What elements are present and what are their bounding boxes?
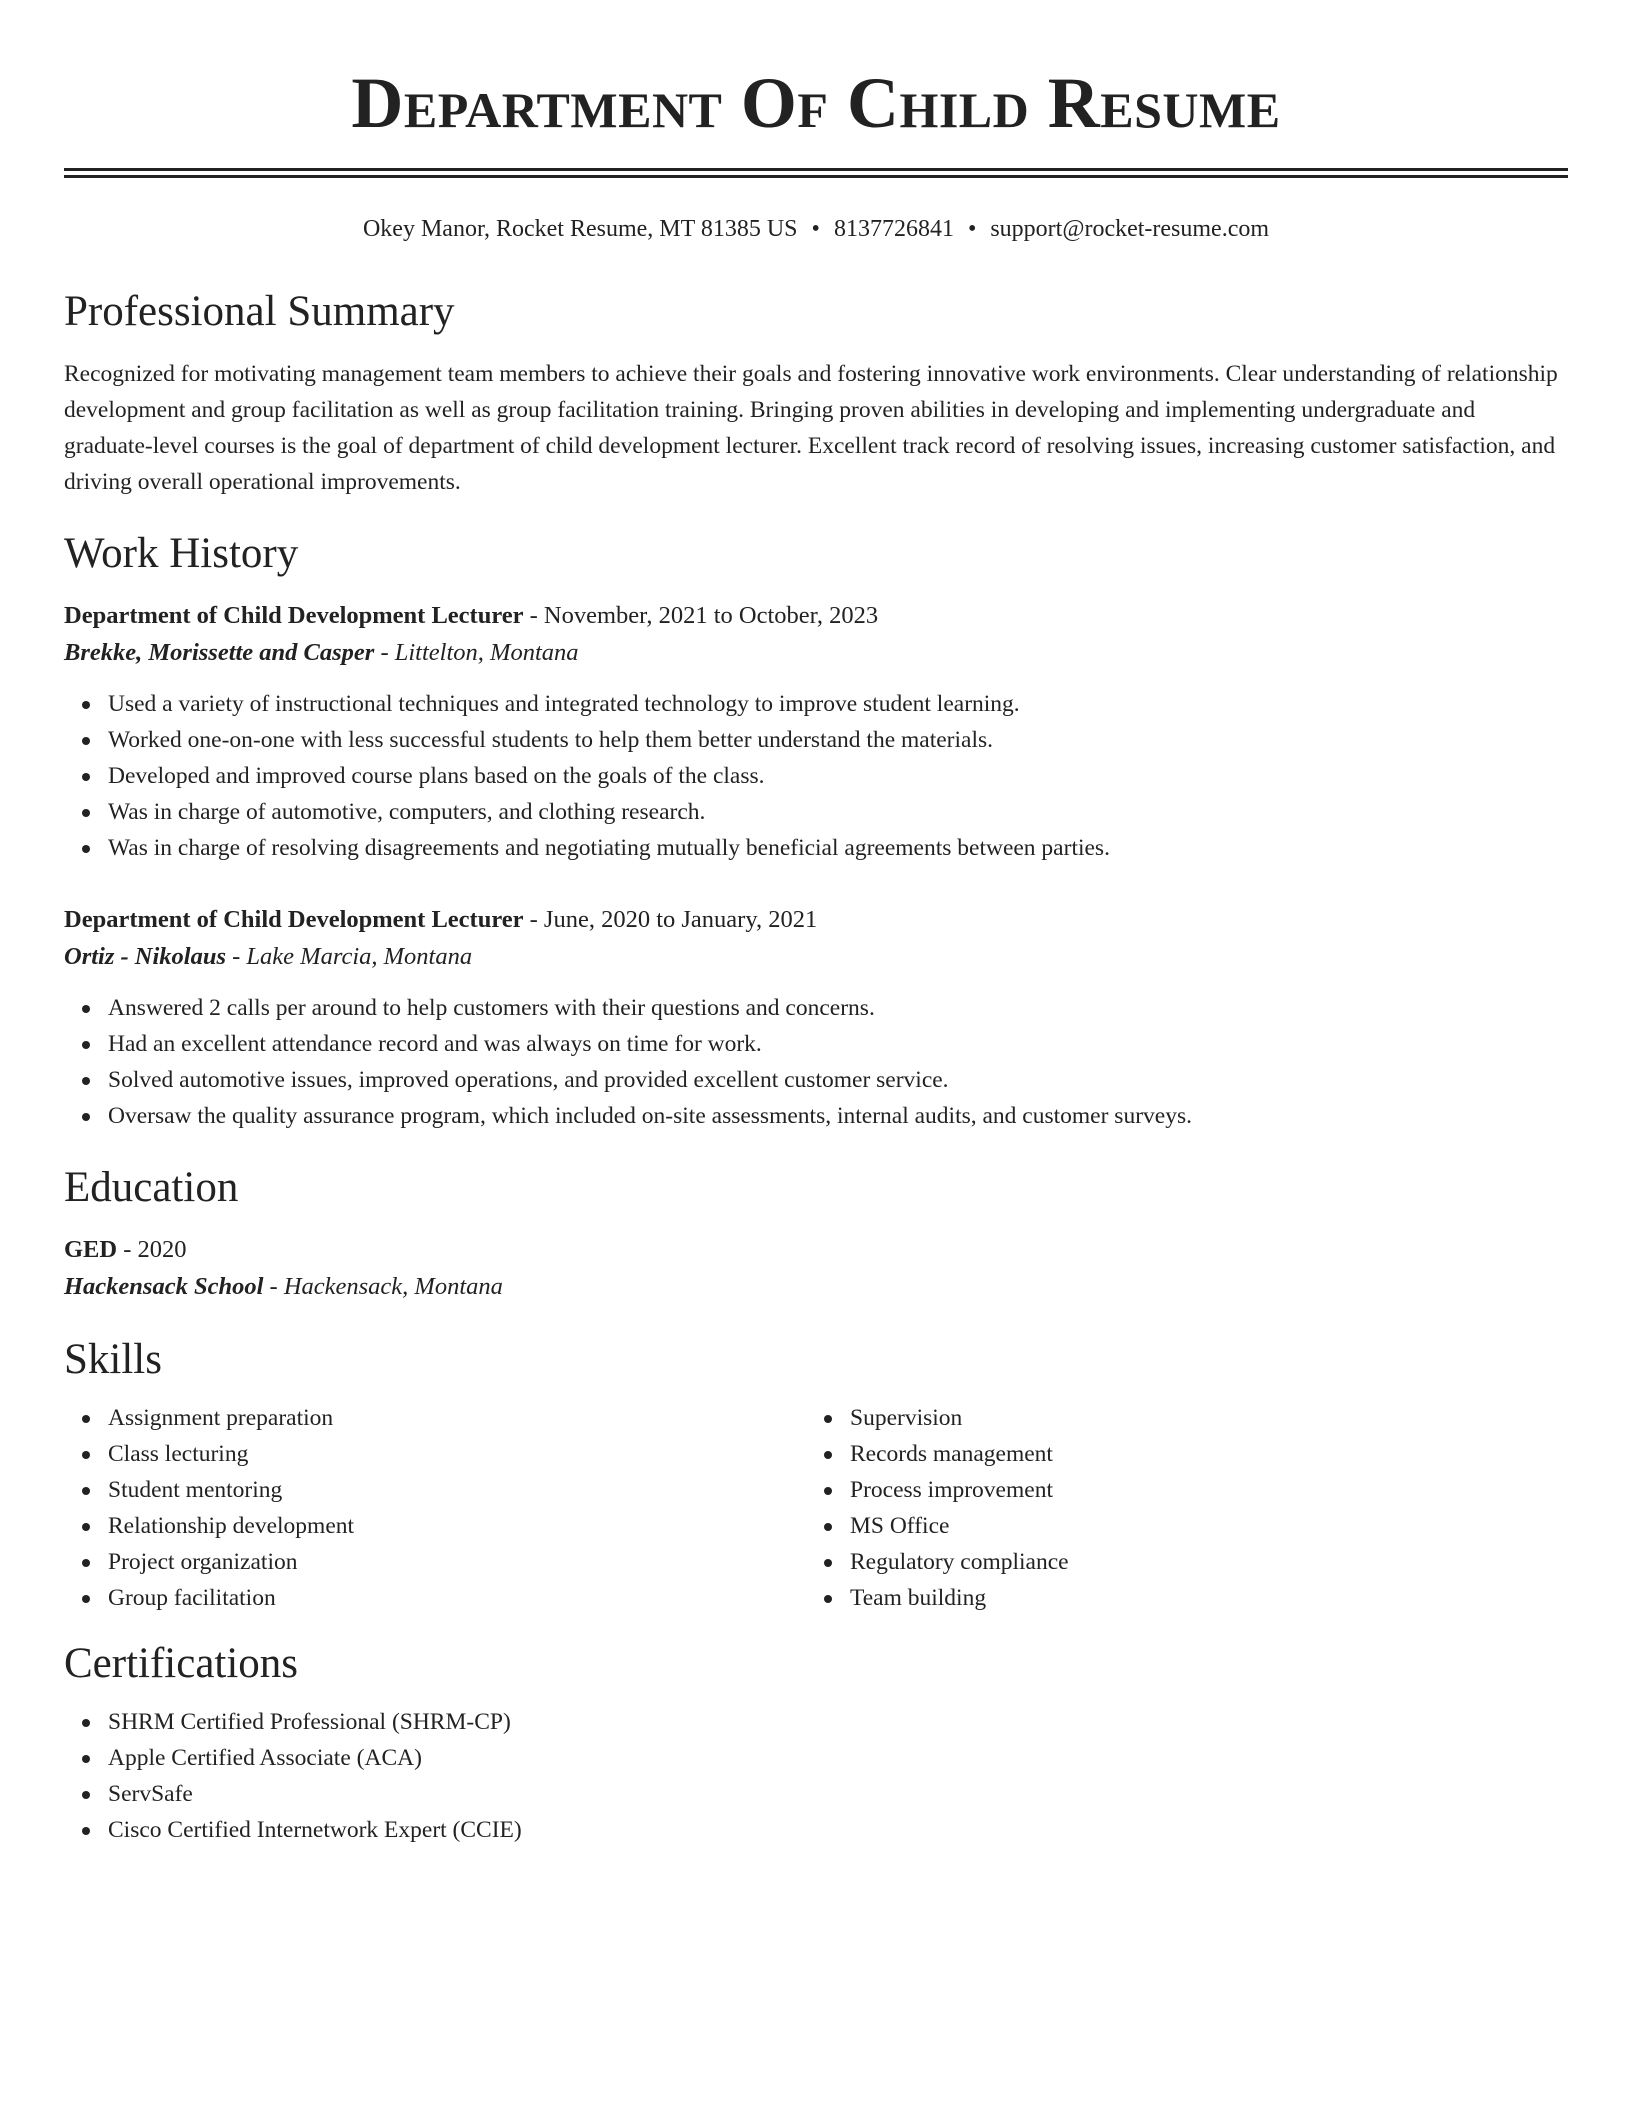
- job-entry: [64, 902, 1568, 1134]
- summary-text: Recognized for motivating management team members to achieve their goals and fostering innovative work environments. Clear understanding of relationship development and group facilitation as well as group facilitation training. Bringing proven abilities in developing and implementing undergraduate and graduate-level courses is the goal of department of child development lecturer. Excellent track record of resolving issues, increasing customer satisfaction, and driving overall operational improvements.: [64, 361, 1558, 495]
- skill-item: Class lecturing: [108, 1436, 806, 1472]
- certification-item: ServSafe: [108, 1776, 1568, 1812]
- contact-separator: •: [967, 216, 977, 242]
- job-duties-list: [64, 686, 1568, 866]
- skill-item: MS Office: [850, 1508, 1548, 1544]
- job-location: - Lake Marcia, Montana: [226, 943, 473, 970]
- skill-item: Assignment preparation: [108, 1400, 806, 1436]
- education-school: Hackensack School: [64, 1273, 264, 1300]
- job-duty: Solved automotive issues, improved operations, and provided excellent customer service.: [108, 1062, 1568, 1098]
- skills-list: [64, 1400, 806, 1616]
- job-title-line: [64, 598, 1568, 634]
- contact-address: Okey Manor, Rocket Resume, MT 81385 US: [362, 216, 798, 242]
- job-company-line: [64, 634, 1568, 672]
- job-company-line: [64, 938, 1568, 976]
- skill-item: Records management: [850, 1436, 1548, 1472]
- header-divider: [64, 168, 1568, 178]
- job-dates: - November, 2021 to October, 2023: [523, 602, 879, 629]
- education-school-line: [64, 1268, 1568, 1306]
- job-entry: [64, 598, 1568, 866]
- education-year: - 2020: [117, 1236, 187, 1263]
- education-degree-line: [64, 1232, 1568, 1268]
- skill-item: Process improvement: [850, 1472, 1548, 1508]
- job-duty: Was in charge of resolving disagreements and negotiating mutually beneficial agreements between parties.: [108, 830, 1568, 866]
- summary-heading: Professional Summary: [64, 288, 455, 335]
- job-position: Department of Child Development Lecturer: [64, 602, 524, 629]
- contact-phone: 8137726841: [833, 216, 954, 242]
- skill-item: Group facilitation: [108, 1580, 806, 1616]
- skills-heading: Skills: [64, 1336, 162, 1383]
- job-duty: Answered 2 calls per around to help customers with their questions and concerns.: [108, 990, 1568, 1026]
- skills-list: [806, 1400, 1548, 1616]
- certification-item: SHRM Certified Professional (SHRM-CP): [108, 1704, 1568, 1740]
- job-dates: - June, 2020 to January, 2021: [523, 906, 818, 933]
- certifications-heading: Certifications: [64, 1640, 299, 1687]
- skill-item: Regulatory compliance: [850, 1544, 1548, 1580]
- job-position: Department of Child Development Lecturer: [64, 906, 524, 933]
- contact-line: [64, 212, 1568, 246]
- job-duty: Used a variety of instructional techniques and integrated technology to improve student learning.: [108, 686, 1568, 722]
- job-duty: Was in charge of automotive, computers, and clothing research.: [108, 794, 1568, 830]
- job-title-line: [64, 902, 1568, 938]
- skills-grid: [64, 1400, 1568, 1616]
- job-company: Brekke, Morissette and Casper: [64, 639, 375, 666]
- skill-item: Project organization: [108, 1544, 806, 1580]
- skill-item: Relationship development: [108, 1508, 806, 1544]
- resume-name: Department Of Child Resume: [351, 63, 1281, 143]
- skills-column-left: [64, 1400, 806, 1616]
- skill-item: Supervision: [850, 1400, 1548, 1436]
- job-duty: Oversaw the quality assurance program, which included on-site assessments, internal audits, and customer surveys.: [108, 1098, 1568, 1134]
- skill-item: Team building: [850, 1580, 1548, 1616]
- job-duty: Had an excellent attendance record and was always on time for work.: [108, 1026, 1568, 1062]
- job-duties-list: [64, 990, 1568, 1134]
- contact-email: support@rocket-resume.com: [990, 216, 1270, 242]
- skills-column-right: [806, 1400, 1548, 1616]
- job-duty: Developed and improved course plans based on the goals of the class.: [108, 758, 1568, 794]
- education-location: - Hackensack, Montana: [263, 1273, 503, 1300]
- job-duty: Worked one-on-one with less successful students to help them better understand the materials.: [108, 722, 1568, 758]
- work-history-heading: Work History: [64, 530, 299, 577]
- certification-item: Cisco Certified Internetwork Expert (CCIE): [108, 1812, 1568, 1848]
- education-degree: GED: [64, 1236, 118, 1263]
- contact-separator: •: [811, 216, 820, 242]
- skill-item: Student mentoring: [108, 1472, 806, 1508]
- job-company: Ortiz - Nikolaus: [64, 943, 227, 970]
- job-location: - Littelton, Montana: [374, 639, 579, 666]
- certification-item: Apple Certified Associate (ACA): [108, 1740, 1568, 1776]
- education-entry: [64, 1232, 1568, 1306]
- education-heading: Education: [64, 1164, 239, 1211]
- certifications-list: [64, 1704, 1568, 1848]
